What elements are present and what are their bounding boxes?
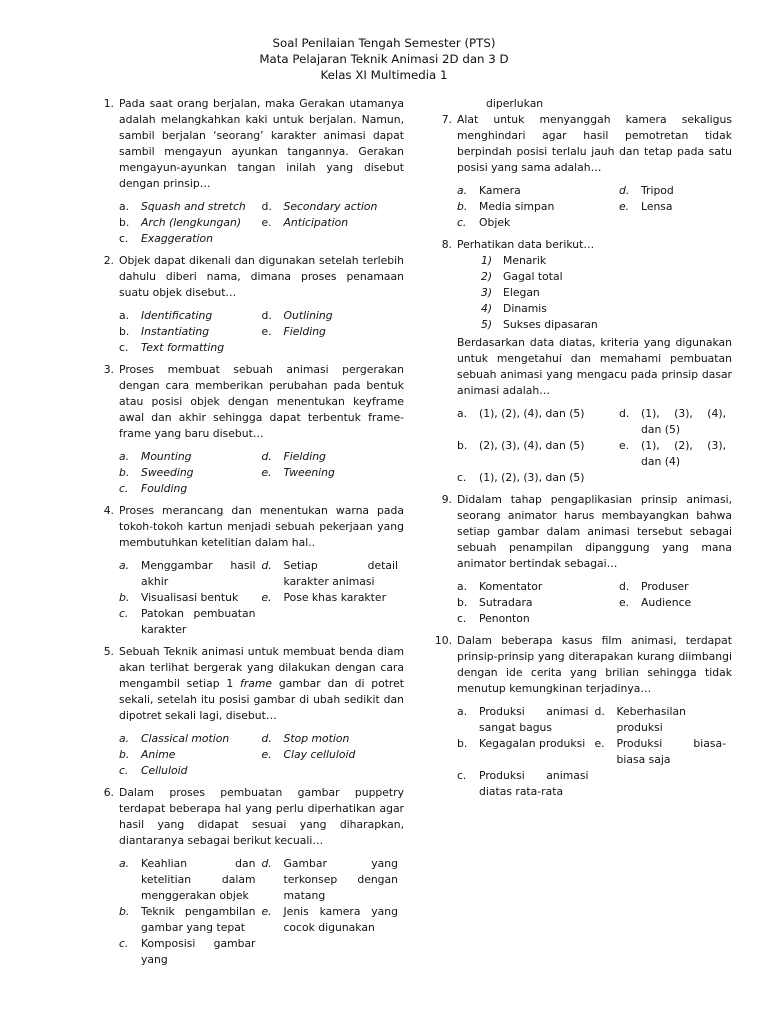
option-text: Produksi biasa-biasa saja — [616, 737, 726, 766]
option-text: Arch (lengkungan) — [141, 216, 242, 229]
option-letter: e. — [619, 596, 630, 609]
question-6-continuation — [432, 96, 732, 112]
option-text: Pose khas karakter — [283, 591, 387, 604]
option-text: Kamera — [479, 184, 521, 197]
question-4 — [94, 503, 404, 638]
option-letter: b. — [457, 200, 468, 213]
options-list — [119, 558, 404, 638]
option-letter: d. — [594, 705, 605, 718]
option-text: Sweeding — [141, 466, 194, 479]
option-text: Media simpan — [479, 200, 555, 213]
question-text: Proses merancang dan menentukan warna pada tokoh-tokoh kartun menjadi sebuah pekerjaan yang membutuhkan ketelitian dalam hal.. — [119, 504, 404, 549]
option-text: (1), (2), (3), dan (4) — [641, 439, 726, 468]
question-number: 5. — [103, 645, 114, 658]
option-text: Objek — [479, 216, 511, 229]
question-text: Perhatikan data berikut… — [457, 238, 595, 251]
list-item-number: 3) — [481, 286, 493, 299]
question-number: 7. — [441, 113, 452, 126]
header-title: Soal Penilaian Tengah Semester (PTS) — [272, 36, 496, 50]
option-letter: b. — [119, 905, 130, 918]
options-list — [119, 856, 404, 968]
option-letter: b. — [457, 596, 468, 609]
option-text: Instantiating — [141, 325, 210, 338]
option-letter: a. — [119, 450, 130, 463]
option-letter: c. — [457, 612, 467, 625]
option-letter: c. — [457, 769, 467, 782]
option-letter: a. — [119, 200, 130, 213]
right-column — [432, 96, 732, 806]
question-number: 2. — [103, 254, 114, 267]
option-letter: e. — [261, 905, 272, 918]
option-text: Text formatting — [141, 341, 225, 354]
question-8 — [432, 237, 732, 486]
option-letter: d. — [261, 559, 272, 572]
question-text-part: gambar dan di potret sekali, setelah itu posisi gambar di ubah sedikit dan dipotret sekali lagi, disebut… — [119, 677, 405, 722]
option-letter: e. — [594, 737, 605, 750]
option-letter: d. — [261, 309, 272, 322]
option-letter: e. — [261, 748, 272, 761]
question-number: 9. — [441, 493, 452, 506]
option-text: Clay celluloid — [283, 748, 356, 761]
question-text: Alat untuk menyanggah kamera sekaligus menghindari agar hasil pemotretan tidak berpindah posisi terlalu jauh dan tetap pada satu posisi yang sama adalah… — [457, 113, 732, 174]
option-text: Keahlian dan ketelitian dalam menggerakan objek — [141, 857, 256, 902]
option-letter: b. — [119, 591, 130, 604]
option-text: Jenis kamera yang cocok digunakan — [283, 905, 398, 934]
option-letter: b. — [457, 737, 468, 750]
options-list — [457, 406, 732, 486]
option-letter: c. — [119, 232, 129, 245]
option-text: (1), (3), (4), dan (5) — [641, 407, 726, 436]
option-text: Gambar yang terkonsep dengan matang — [283, 857, 398, 902]
question-2 — [94, 253, 404, 356]
question-text: Dalam beberapa kasus film animasi, terdapat prinsip-prinsip yang diterapakan kurang diimbangi dengan ide cerita yang brilian sehingga tidak menutup kemungkinan terjadinya… — [457, 634, 732, 695]
option-text: Mounting — [141, 450, 192, 463]
options-list — [457, 183, 732, 231]
option-letter: d. — [619, 407, 630, 420]
options-list — [457, 704, 732, 800]
page-header — [0, 35, 768, 83]
option-text: Exaggeration — [141, 232, 213, 245]
option-letter: c. — [119, 607, 129, 620]
list-item-number: 2) — [481, 270, 493, 283]
question-text-part: Sebuah Teknik animasi untuk membuat benda diam akan terlihat bergerak yang dilakukan dengan cara mengambil setiap 1 — [119, 645, 404, 690]
option-text: Lensa — [641, 200, 673, 213]
list-item-number: 5) — [481, 318, 493, 331]
option-text: Fielding — [283, 325, 326, 338]
option-text: Visualisasi bentuk — [141, 591, 239, 604]
option-letter: c. — [119, 764, 129, 777]
question-text: Proses membuat sebuah animasi pergerakan dengan cara memberikan perubahan pada bentuk atau posisi objek dengan menentukan keyframe awal dan akhir sehingga dapat terbentuk frame-frame yang baru disebut… — [119, 363, 404, 440]
option-text: Tripod — [641, 184, 674, 197]
option-letter: a. — [119, 559, 130, 572]
left-column — [94, 96, 404, 974]
list-item-text: Menarik — [503, 254, 547, 267]
option-letter: b. — [119, 325, 130, 338]
option-text: Classical motion — [141, 732, 230, 745]
option-letter: a. — [119, 857, 130, 870]
option-text: (2), (3), (4), dan (5) — [479, 439, 585, 452]
question-number: 6. — [103, 786, 114, 799]
option-letter: c. — [119, 937, 129, 950]
option-text: Komentator — [479, 580, 543, 593]
list-item — [481, 285, 732, 301]
question-1 — [94, 96, 404, 247]
option-text: Anticipation — [283, 216, 349, 229]
option-letter: b. — [119, 748, 130, 761]
list-item-text: Dinamis — [503, 302, 547, 315]
option-text: Sutradara — [479, 596, 533, 609]
option-text: Produksi animasi diatas rata-rata — [479, 769, 589, 798]
list-item-number: 1) — [481, 254, 493, 267]
option-letter: e. — [261, 591, 272, 604]
options-list — [119, 199, 404, 247]
question-10 — [432, 633, 732, 800]
question-text: Dalam proses pembuatan gambar puppetry terdapat beberapa hal yang perlu diperhatikan agar hasil yang didapat sesuai yang diharapkan, diantaranya sebagai berikut kecuali… — [119, 786, 404, 847]
question-6 — [94, 785, 404, 968]
list-item-text: Elegan — [503, 286, 540, 299]
option-letter: b. — [119, 216, 130, 229]
data-list — [457, 253, 732, 333]
option-text: Fielding — [283, 450, 326, 463]
option-text: Secondary action — [283, 200, 378, 213]
option-text: Komposisi gambar yang — [141, 937, 256, 966]
option-letter: c. — [457, 471, 467, 484]
option-text: Patokan pembuatan karakter — [141, 607, 256, 636]
option-letter: c. — [119, 482, 129, 495]
question-text: Objek dapat dikenali dan digunakan setelah terlebih dahulu diberi nama, dimana proses penamaan suatu objek disebut… — [119, 254, 404, 299]
option-text-continuation: diperlukan — [486, 97, 544, 110]
option-text: Penonton — [479, 612, 530, 625]
option-text: Outlining — [283, 309, 333, 322]
option-letter: a. — [457, 184, 468, 197]
option-text: Celluloid — [141, 764, 188, 777]
option-text: Identificating — [141, 309, 213, 322]
option-letter: b. — [119, 466, 130, 479]
list-item-text: Sukses dipasaran — [503, 318, 598, 331]
option-letter: b. — [457, 439, 468, 452]
question-number: 10. — [434, 634, 452, 647]
question-5 — [94, 644, 404, 779]
option-text: Teknik pengambilan gambar yang tepat — [141, 905, 256, 934]
list-item — [481, 317, 732, 333]
option-text: (1), (2), (3), dan (5) — [479, 471, 585, 484]
option-letter: e. — [619, 439, 630, 452]
option-text: Kegagalan produksi — [479, 737, 586, 750]
question-text-followup: Berdasarkan data diatas, kriteria yang digunakan untuk mengetahui dan memahami pembuatan sebuah animasi yang mengacu pada prinsip dasar animasi adalah… — [457, 336, 732, 397]
question-number: 1. — [103, 97, 114, 110]
option-letter: a. — [457, 580, 468, 593]
option-text: Stop motion — [283, 732, 350, 745]
question-number: 4. — [103, 504, 114, 517]
option-letter: d. — [619, 184, 630, 197]
option-letter: c. — [457, 216, 467, 229]
option-letter: e. — [261, 325, 272, 338]
option-text: Anime — [141, 748, 176, 761]
question-9 — [432, 492, 732, 627]
question-text: Didalam tahap pengaplikasian prinsip animasi, seorang animator harus membayangkan bahwa setiap gambar dalam animasi tersebut sebagai sebuah penampilan dipanggung yang mana animator bertindak sebagai… — [457, 493, 732, 570]
option-letter: d. — [261, 857, 272, 870]
question-text — [119, 644, 404, 724]
option-text: (1), (2), (4), dan (5) — [479, 407, 585, 420]
option-letter: a. — [457, 407, 468, 420]
list-item-text: Gagal total — [503, 270, 563, 283]
list-item-number: 4) — [481, 302, 493, 315]
list-item — [481, 269, 732, 285]
question-number: 8. — [441, 238, 452, 251]
options-list — [119, 731, 404, 779]
options-list — [119, 449, 404, 497]
option-text: Keberhasilan produksi — [616, 705, 686, 734]
option-text: Foulding — [141, 482, 188, 495]
question-3 — [94, 362, 404, 497]
question-number: 3. — [103, 363, 114, 376]
option-letter: d. — [261, 200, 272, 213]
option-letter: e. — [619, 200, 630, 213]
option-letter: d. — [261, 450, 272, 463]
option-letter: d. — [619, 580, 630, 593]
options-list — [457, 579, 732, 627]
option-letter: e. — [261, 216, 272, 229]
question-7 — [432, 112, 732, 231]
question-text: Pada saat orang berjalan, maka Gerakan utamanya adalah melangkahkan kaki untuk berjalan. Namun, sambil berjalan ‘seorang’ karakter animasi dapat sambil mengayun ayunkan tangannya. Gerakan mengayun-ayunkan tangan inilah yang disebut dengan prinsip… — [119, 97, 404, 190]
option-letter: d. — [261, 732, 272, 745]
option-text: Setiap detail karakter animasi — [283, 559, 398, 588]
header-class: Kelas XI Multimedia 1 — [320, 68, 448, 82]
option-text: Tweening — [283, 466, 335, 479]
option-text: Menggambar hasil akhir — [141, 559, 256, 588]
header-subject: Mata Pelajaran Teknik Animasi 2D dan 3 D — [259, 52, 509, 66]
option-letter: c. — [119, 341, 129, 354]
option-text: Audience — [641, 596, 692, 609]
option-text: Squash and stretch — [141, 200, 246, 213]
option-text: Produser — [641, 580, 689, 593]
option-text: Produksi animasi sangat bagus — [479, 705, 589, 734]
options-list — [119, 308, 404, 356]
option-letter: a. — [119, 309, 130, 322]
list-item — [481, 253, 732, 269]
question-text-emphasis: frame — [240, 677, 273, 690]
option-letter: a. — [457, 705, 468, 718]
option-letter: e. — [261, 466, 272, 479]
list-item — [481, 301, 732, 317]
option-letter: a. — [119, 732, 130, 745]
